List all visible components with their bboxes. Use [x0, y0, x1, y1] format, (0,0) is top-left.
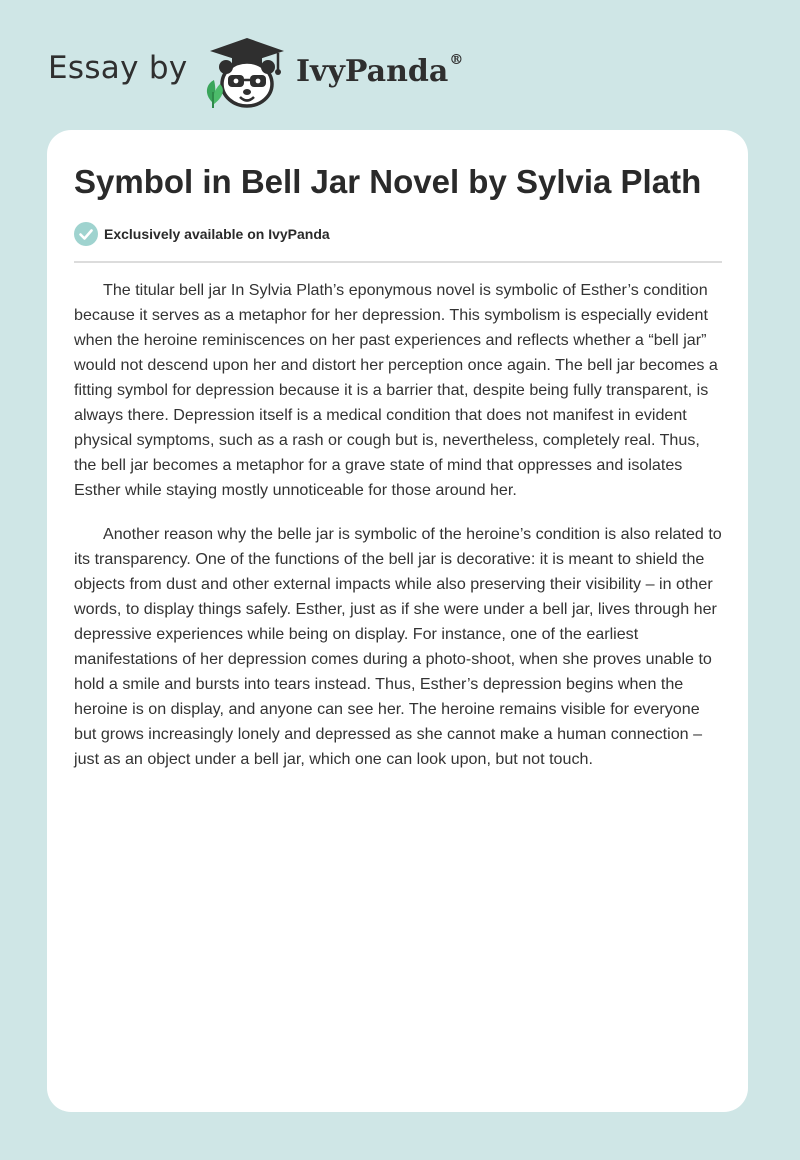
- brand-name[interactable]: [296, 54, 463, 89]
- paragraph: Another reason why the belle jar is symbolic of the heroine’s condition is also related to its transparency. One of the functions of the bell jar is decorative: it is meant to shield the objects from dust and other external impacts while also preserving their visibility – in other words, to display things safely. Esther, just as if she were under a bell jar, lives through her depressive experiences while being on display. For instance, one of the earliest manifestations of her depression comes during a photo-shoot, when she proves unable to hold a smile and bursts into tears instead. Thus, Esther’s depression begins when the heroine is on display, and anyone can see her. The heroine remains visible for everyone but grows increasingly lonely and depressed as she cannot make a human connection – just as an object under a bell jar, which one can look upon, but not touch.: [74, 525, 722, 768]
- brand-name-text: IvyPanda: [296, 54, 449, 89]
- registered-mark: ®: [449, 52, 464, 68]
- site-header: [0, 0, 800, 130]
- title-divider: [74, 261, 722, 263]
- essay-by-label: Essay by: [48, 50, 188, 86]
- essay-title: Symbol in Bell Jar Novel by Sylvia Plath: [74, 163, 702, 200]
- paragraph: The titular bell jar In Sylvia Plath’s eponymous novel is symbolic of Esther’s condition because it serves as a metaphor for her depression. This symbolism is especially evident when the heroine reminiscences on her past experiences and reflects whether a “bell jar” would not descend upon her and distort her perception once again. The bell jar becomes a fitting symbol for depression because it is a barrier that, despite being fully transparent, is always there. Depression itself is a medical condition that does not manifest in evident physical symptoms, such as a rash or cough but is, nevertheless, completely real. Thus, the bell jar becomes a metaphor for a grave state of mind that oppresses and isolates Esther while staying mostly unnoticeable for those around her.: [74, 281, 718, 499]
- check-circle-icon: [74, 222, 98, 246]
- essay-card: [47, 130, 748, 1112]
- essay-body: [74, 278, 726, 791]
- exclusive-badge: [74, 222, 330, 246]
- exclusive-badge-label: Exclusively available on IvyPanda: [104, 226, 330, 242]
- panda-graduate-icon[interactable]: [202, 34, 292, 110]
